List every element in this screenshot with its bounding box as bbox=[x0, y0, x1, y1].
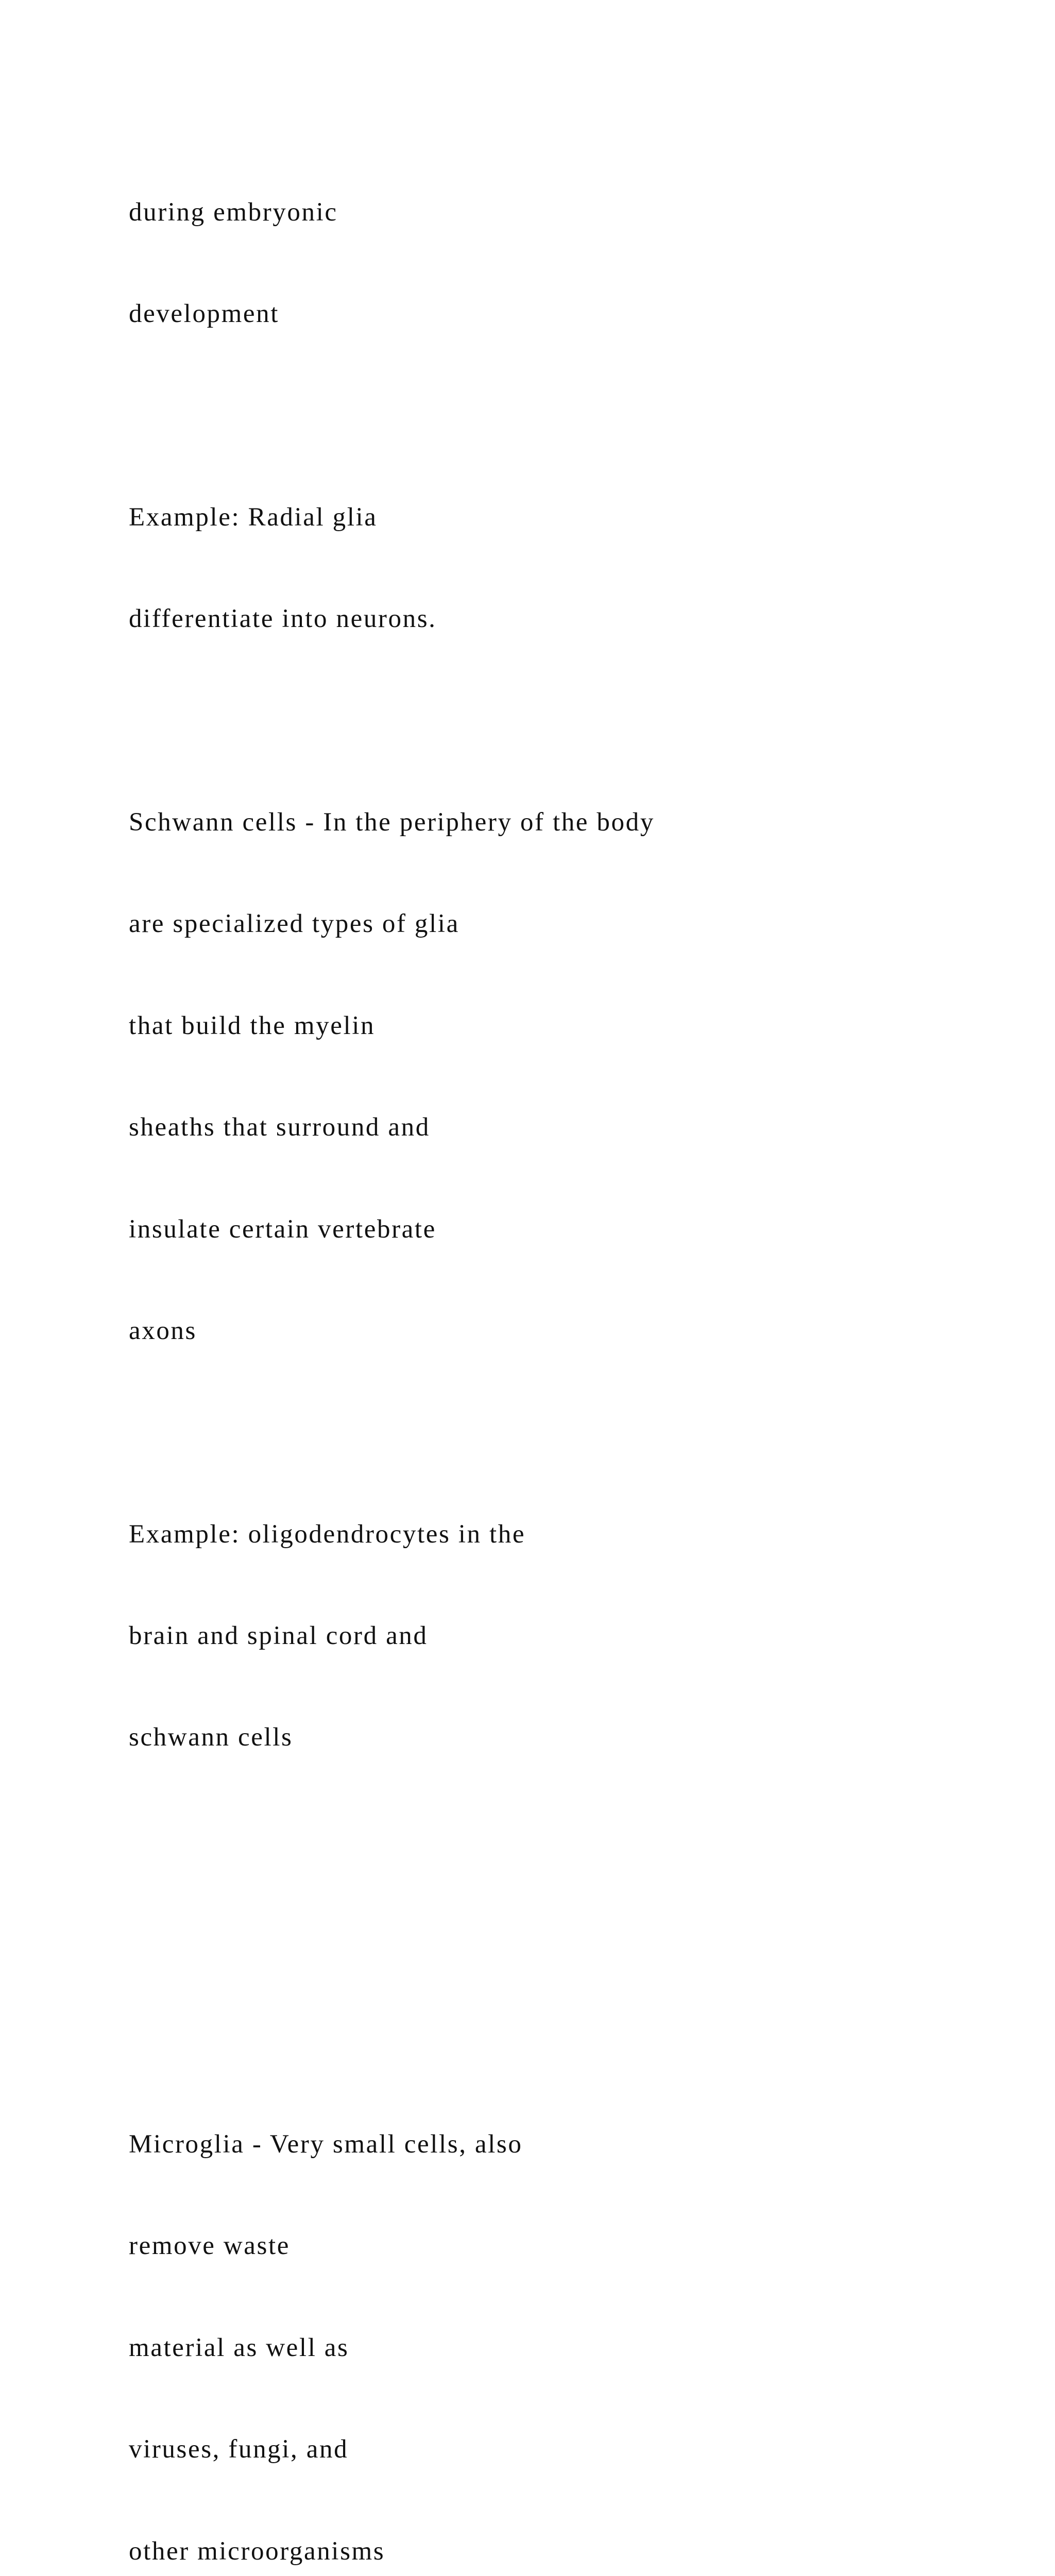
text-line: sheaths that surround and bbox=[129, 1113, 430, 1142]
blank-line bbox=[129, 399, 1005, 433]
blank-line bbox=[129, 704, 1005, 738]
text-line: other microorganisms bbox=[129, 2536, 385, 2566]
text-line: viruses, fungi, and bbox=[129, 2435, 349, 2464]
text-line: that build the myelin bbox=[129, 1011, 376, 1040]
document-body bbox=[129, 128, 1005, 2576]
text-line: Microglia - Very small cells, also bbox=[129, 2130, 523, 2159]
blank-line bbox=[129, 1924, 1005, 1958]
text-line: schwann cells bbox=[129, 1723, 293, 1752]
text-line: development bbox=[129, 299, 280, 328]
text-line: Schwann cells - In the periphery of the body bbox=[129, 807, 655, 837]
text-line: Example: Radial glia bbox=[129, 502, 378, 532]
text-line: Example: oligodendrocytes in the bbox=[129, 1519, 526, 1549]
text-line: during embryonic bbox=[129, 197, 338, 227]
text-line: axons bbox=[129, 1316, 197, 1345]
blank-line bbox=[129, 1823, 1005, 1857]
text-line: remove waste bbox=[129, 2231, 290, 2261]
text-line: material as well as bbox=[129, 2333, 349, 2362]
text-line: brain and spinal cord and bbox=[129, 1621, 428, 1651]
text-line: are specialized types of glia bbox=[129, 909, 460, 939]
blank-line bbox=[129, 1416, 1005, 1450]
text-line: insulate certain vertebrate bbox=[129, 1214, 436, 1244]
blank-line bbox=[129, 2026, 1005, 2060]
text-line: differentiate into neurons. bbox=[129, 604, 437, 634]
